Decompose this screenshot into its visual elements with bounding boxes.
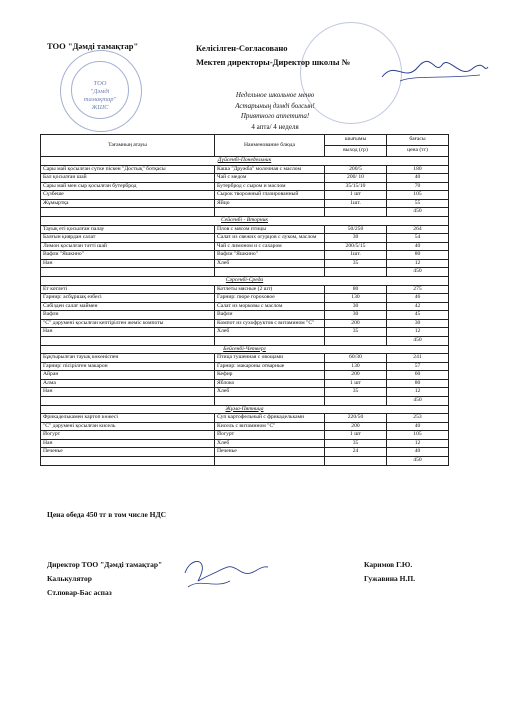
director-name: Каримов Г.Ю. — [364, 560, 413, 569]
dish-price: 180 — [387, 165, 449, 174]
menu-row — [41, 259, 449, 268]
menu-row — [41, 199, 449, 208]
approval-line-1: Келісілген-Согласовано — [196, 43, 288, 53]
dish-name-kz: Бал қосылған шай — [41, 174, 215, 183]
dish-name-kz: Айран — [41, 371, 215, 380]
price-note: Цена обеда 450 тг в том числе НДС — [47, 510, 167, 519]
day-name: Жұма-Пятница — [41, 405, 449, 414]
dish-name-kz: Жұмыртқа — [41, 199, 215, 208]
dish-name-kz: Сүзбеше — [41, 191, 215, 200]
dish-name-ru: Котлеты мясные (2 шт) — [215, 285, 325, 294]
dish-name-ru: Хлеб — [215, 259, 325, 268]
day-total-row — [41, 456, 449, 465]
dish-name-ru: Кефир — [215, 371, 325, 380]
dish-price: 80 — [387, 251, 449, 260]
dish-yield: 200 — [325, 319, 387, 328]
header-yield-ru: выход (гр) — [325, 146, 387, 157]
dish-name-kz: Сәбізден салат маймен — [41, 302, 215, 311]
day-name: Сәрсенбі-Среда — [41, 277, 449, 286]
dish-yield: 200/5 — [325, 165, 387, 174]
menu-row — [41, 311, 449, 320]
dish-yield: 30 — [325, 302, 387, 311]
day-name: Дүйсенбі-Понедельник — [41, 157, 449, 166]
dish-name-kz: Гарнир: асбұршақ езбесі — [41, 294, 215, 303]
menu-row — [41, 294, 449, 303]
menu-row — [41, 362, 449, 371]
total-empty-cell — [325, 396, 387, 405]
dish-yield: 50/250 — [325, 225, 387, 234]
menu-row — [41, 319, 449, 328]
dish-name-ru: Гарнир: макароны отварные — [215, 362, 325, 371]
total-empty-cell — [215, 456, 325, 465]
day-header-row — [41, 405, 449, 414]
menu-title-2: Астарының дәмді болсын! — [235, 101, 315, 110]
dish-yield: 200/5/15 — [325, 242, 387, 251]
dish-price: 80 — [387, 379, 449, 388]
day-total-row — [41, 208, 449, 217]
total-empty-cell — [325, 336, 387, 345]
dish-name-ru: Чай с лимоном и с сахаром — [215, 242, 325, 251]
menu-row — [41, 328, 449, 337]
dish-name-ru: Бутерброд с сыром и маслом — [215, 182, 325, 191]
total-empty-cell — [325, 268, 387, 277]
dish-name-ru: Салат из морковы с маслом — [215, 302, 325, 311]
dish-price: 275 — [387, 285, 449, 294]
cook-label: Ст.повар-Бас аспаз — [47, 588, 112, 597]
dish-name-kz: Тауық етi қосылған палау — [41, 225, 215, 234]
day-total: 450 — [387, 336, 449, 345]
day-total: 450 — [387, 396, 449, 405]
company-stamp-text: ТОО "Дәмді тамақтар" ЖШС — [83, 80, 117, 111]
dish-name-kz: Нан — [41, 439, 215, 448]
total-empty-cell — [215, 208, 325, 217]
menu-row — [41, 242, 449, 251]
approval-line-2: Мектеп директоры-Директор школы № — [196, 57, 351, 67]
menu-week: 4 апта/ 4 неделя — [251, 122, 299, 131]
calculator-name: Гужавина Н.П. — [364, 574, 416, 583]
director-signature-top — [380, 55, 490, 85]
dish-price: 40 — [387, 242, 449, 251]
dish-yield: 35 — [325, 388, 387, 397]
dish-yield: 200/ 10 — [325, 174, 387, 183]
dish-yield: 130 — [325, 362, 387, 371]
total-empty-cell — [41, 208, 215, 217]
dish-yield: 130 — [325, 294, 387, 303]
dish-name-kz: Алма — [41, 379, 215, 388]
total-empty-cell — [215, 268, 325, 277]
dish-price: 40 — [387, 174, 449, 183]
day-name: Сейсенбі - Вторник — [41, 217, 449, 226]
menu-row — [41, 174, 449, 183]
dish-name-ru: Хлеб — [215, 439, 325, 448]
day-total: 450 — [387, 268, 449, 277]
approval-block — [196, 41, 350, 69]
dish-price: 40 — [387, 448, 449, 457]
total-empty-cell — [325, 456, 387, 465]
menu-row — [41, 431, 449, 440]
total-empty-cell — [215, 336, 325, 345]
dish-name-kz: Нан — [41, 328, 215, 337]
dish-name-kz: "С" дәрумені қосылған кептірілген жеміс компоты — [41, 319, 215, 328]
dish-name-ru: Вафли — [215, 311, 325, 320]
menu-row — [41, 422, 449, 431]
menu-row — [41, 225, 449, 234]
dish-yield: 1 шт — [325, 431, 387, 440]
menu-row — [41, 302, 449, 311]
dish-yield: 30 — [325, 311, 387, 320]
dish-yield: 35 — [325, 328, 387, 337]
header-price-kz: бағасы — [387, 135, 449, 146]
header-name-kz: Тағамның атауы — [41, 135, 215, 157]
day-total: 450 — [387, 456, 449, 465]
dish-price: 40 — [387, 422, 449, 431]
menu-row — [41, 439, 449, 448]
dish-name-ru: Гарнир: пюре гороховое — [215, 294, 325, 303]
header-name-ru: Наименование блюда — [215, 135, 325, 157]
dish-price: 105 — [387, 431, 449, 440]
menu-row — [41, 251, 449, 260]
dish-name-kz: Сары май мен сыр қосылған бутерброд — [41, 182, 215, 191]
dish-name-ru: Сырок творожный глазированный — [215, 191, 325, 200]
dish-name-kz: "С" дәрумені қосылған кисель — [41, 422, 215, 431]
total-empty-cell — [215, 396, 325, 405]
company-name: ТОО "Дәмді тамақтар" — [47, 41, 139, 51]
dish-yield: 1 шт — [325, 191, 387, 200]
dish-yield: 1шт. — [325, 199, 387, 208]
day-header-row — [41, 157, 449, 166]
dish-name-ru: Вафли "Яшкино" — [215, 251, 325, 260]
dish-price: 54 — [387, 234, 449, 243]
dish-price: 60 — [387, 371, 449, 380]
dish-name-kz: Лимон қосылған тәтті шай — [41, 242, 215, 251]
dish-name-kz: Фрикаделькамен картоп көжесі — [41, 414, 215, 423]
dish-yield: 35/15/10 — [325, 182, 387, 191]
dish-yield: 1 шт — [325, 379, 387, 388]
dish-price: 264 — [387, 225, 449, 234]
day-name: Бейсенбі-Четверг — [41, 345, 449, 354]
menu-title-1: Недельное школьное меню — [235, 91, 315, 99]
dish-yield: 24 — [325, 448, 387, 457]
menu-title-block — [150, 90, 400, 132]
menu-row — [41, 285, 449, 294]
menu-row — [41, 234, 449, 243]
day-header-row — [41, 217, 449, 226]
dish-price: 46 — [387, 294, 449, 303]
total-empty-cell — [325, 208, 387, 217]
dish-price: 12 — [387, 439, 449, 448]
header-price-ru: цена (тг) — [387, 146, 449, 157]
dish-name-kz: Печенье — [41, 448, 215, 457]
dish-price: 12 — [387, 328, 449, 337]
dish-price: 241 — [387, 354, 449, 363]
dish-price: 105 — [387, 191, 449, 200]
dish-yield: 1шт. — [325, 251, 387, 260]
day-total: 450 — [387, 208, 449, 217]
dish-name-kz: Бұқтырылған тауық көкөніспен — [41, 354, 215, 363]
total-empty-cell — [41, 396, 215, 405]
dish-name-ru: Салат из свежих огурцов с луком, маслом — [215, 234, 325, 243]
dish-name-ru: Птица тушенная с овощами — [215, 354, 325, 363]
menu-row — [41, 354, 449, 363]
header-yield-kz: шығымы — [325, 135, 387, 146]
dish-name-kz: Вафли — [41, 311, 215, 320]
menu-body — [41, 157, 449, 466]
dish-yield: 35 — [325, 439, 387, 448]
menu-row — [41, 182, 449, 191]
dish-name-ru: Йогурт — [215, 431, 325, 440]
dish-name-kz: Вафли "Яшкино" — [41, 251, 215, 260]
dish-price: 45 — [387, 311, 449, 320]
day-header-row — [41, 345, 449, 354]
dish-price: 12 — [387, 388, 449, 397]
dish-name-ru: Суп картофельный с фрикадельками — [215, 414, 325, 423]
dish-name-kz: Балғын қиярдан салат — [41, 234, 215, 243]
dish-name-ru: Хлеб — [215, 328, 325, 337]
menu-row — [41, 448, 449, 457]
dish-name-kz: Сары май қосылған сүтке піскен "Достық" ботқасы — [41, 165, 215, 174]
total-empty-cell — [41, 456, 215, 465]
dish-price: 12 — [387, 259, 449, 268]
menu-table — [40, 134, 449, 466]
dish-name-kz: Нан — [41, 259, 215, 268]
dish-name-ru: Чай с медом — [215, 174, 325, 183]
dish-name-ru: Яблоко — [215, 379, 325, 388]
menu-row — [41, 371, 449, 380]
day-total-row — [41, 336, 449, 345]
dish-price: 42 — [387, 302, 449, 311]
dish-name-ru: Яйцо — [215, 199, 325, 208]
dish-name-kz: Йогурт — [41, 431, 215, 440]
dish-price: 253 — [387, 414, 449, 423]
day-total-row — [41, 396, 449, 405]
menu-row — [41, 165, 449, 174]
dish-name-ru: Плов с мясом птицы — [215, 225, 325, 234]
menu-title-3: Приятного аппетита! — [240, 112, 310, 120]
director-label: Директор ТОО "Дәмді тамақтар" — [47, 560, 163, 569]
dish-name-ru: Каша "Дружба" молочная с маслом — [215, 165, 325, 174]
total-empty-cell — [41, 268, 215, 277]
dish-name-ru: Хлеб — [215, 388, 325, 397]
calculator-label: Калькулятор — [47, 574, 92, 583]
total-empty-cell — [41, 336, 215, 345]
dish-price: 30 — [387, 319, 449, 328]
dish-yield: 200 — [325, 371, 387, 380]
dish-name-ru: Печенье — [215, 448, 325, 457]
director-signature-bottom — [180, 553, 270, 593]
menu-row — [41, 379, 449, 388]
menu-row — [41, 191, 449, 200]
dish-yield: 80 — [325, 285, 387, 294]
dish-name-ru: Кисель с витамином "С" — [215, 422, 325, 431]
dish-yield: 220/50 — [325, 414, 387, 423]
dish-yield: 200 — [325, 422, 387, 431]
menu-row — [41, 388, 449, 397]
dish-yield: 30 — [325, 234, 387, 243]
dish-yield: 60/30 — [325, 354, 387, 363]
dish-name-kz: Ет котлеті — [41, 285, 215, 294]
dish-name-ru: Компот из сухофруктов с витамином "С" — [215, 319, 325, 328]
dish-yield: 35 — [325, 259, 387, 268]
dish-name-kz: Нан — [41, 388, 215, 397]
dish-name-kz: Гарнир: пісірілген макарон — [41, 362, 215, 371]
dish-price: 55 — [387, 199, 449, 208]
day-header-row — [41, 277, 449, 286]
day-total-row — [41, 268, 449, 277]
dish-price: 70 — [387, 182, 449, 191]
menu-row — [41, 414, 449, 423]
dish-price: 57 — [387, 362, 449, 371]
